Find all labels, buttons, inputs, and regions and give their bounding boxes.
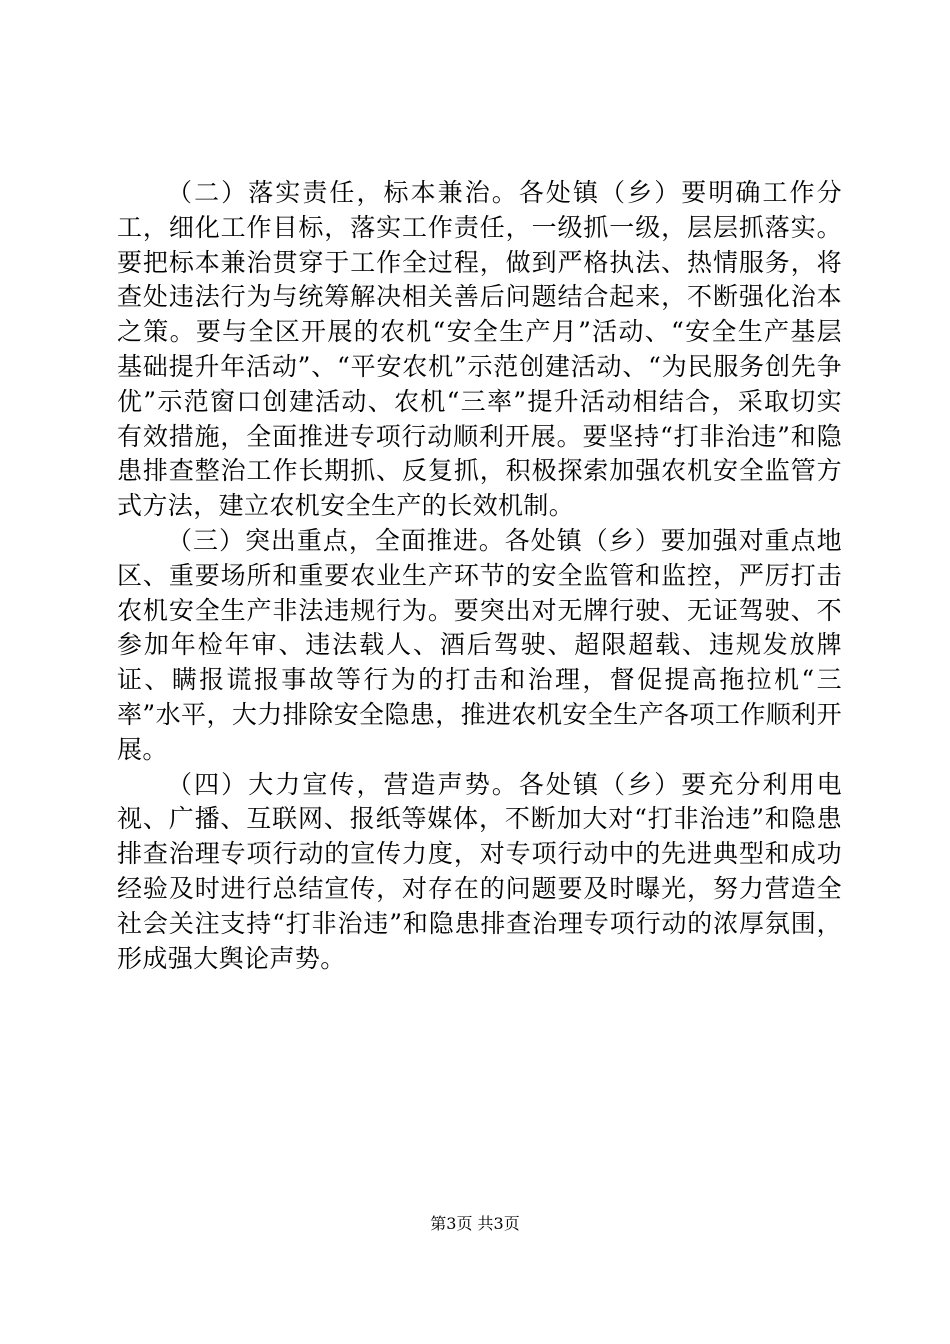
page-footer [0,1214,950,1234]
paragraph-section-3: （三）突出重点，全面推进。各处镇（乡）要加强对重点地区、重要场所和重要农业生产环节的安全监管和监控，严厉打击农机安全生产非法违规行为。要突出对无牌行驶、无证驾驶、不参加年检年审、违法载人、酒后驾驶、超限超载、违规发放牌证、瞒报谎报事故等行为的打击和治理，督促提高拖拉机“三率”水平，大力排除安全隐患，推进农机安全生产各项工作顺利开展。 [117,525,842,764]
document-body [117,176,842,976]
paragraph-section-4: （四）大力宣传，营造声势。各处镇（乡）要充分利用电视、广播、互联网、报纸等媒体，不断加大对“打非治违”和隐患排查治理专项行动的宣传力度，对专项行动中的先进典型和成功经验及时进行总结宣传，对存在的问题要及时曝光，努力营造全社会关注支持“打非治违”和隐患排查治理专项行动的浓厚氛围，形成强大舆论声势。 [117,769,842,973]
page-number-label: 第3页 共3页 [430,1214,520,1233]
paragraph-section-2: （二）落实责任，标本兼治。各处镇（乡）要明确工作分工，细化工作目标，落实工作责任，一级抓一级，层层抓落实。要把标本兼治贯穿于工作全过程，做到严格执法、热情服务，将查处违法行为与统筹解决相关善后问题结合起来，不断强化治本之策。要与全区开展的农机“安全生产月”活动、“安全生产基层基础提升年活动”、“平安农机”示范创建活动、“为民服务创先争优”示范窗口创建活动、农机“三率”提升活动相结合，采取切实有效措施，全面推进专项行动顺利开展。要坚持“打非治违”和隐患排查整治工作长期抓、反复抓，积极探索加强农机安全监管方式方法，建立农机安全生产的长效机制。 [117,178,842,521]
